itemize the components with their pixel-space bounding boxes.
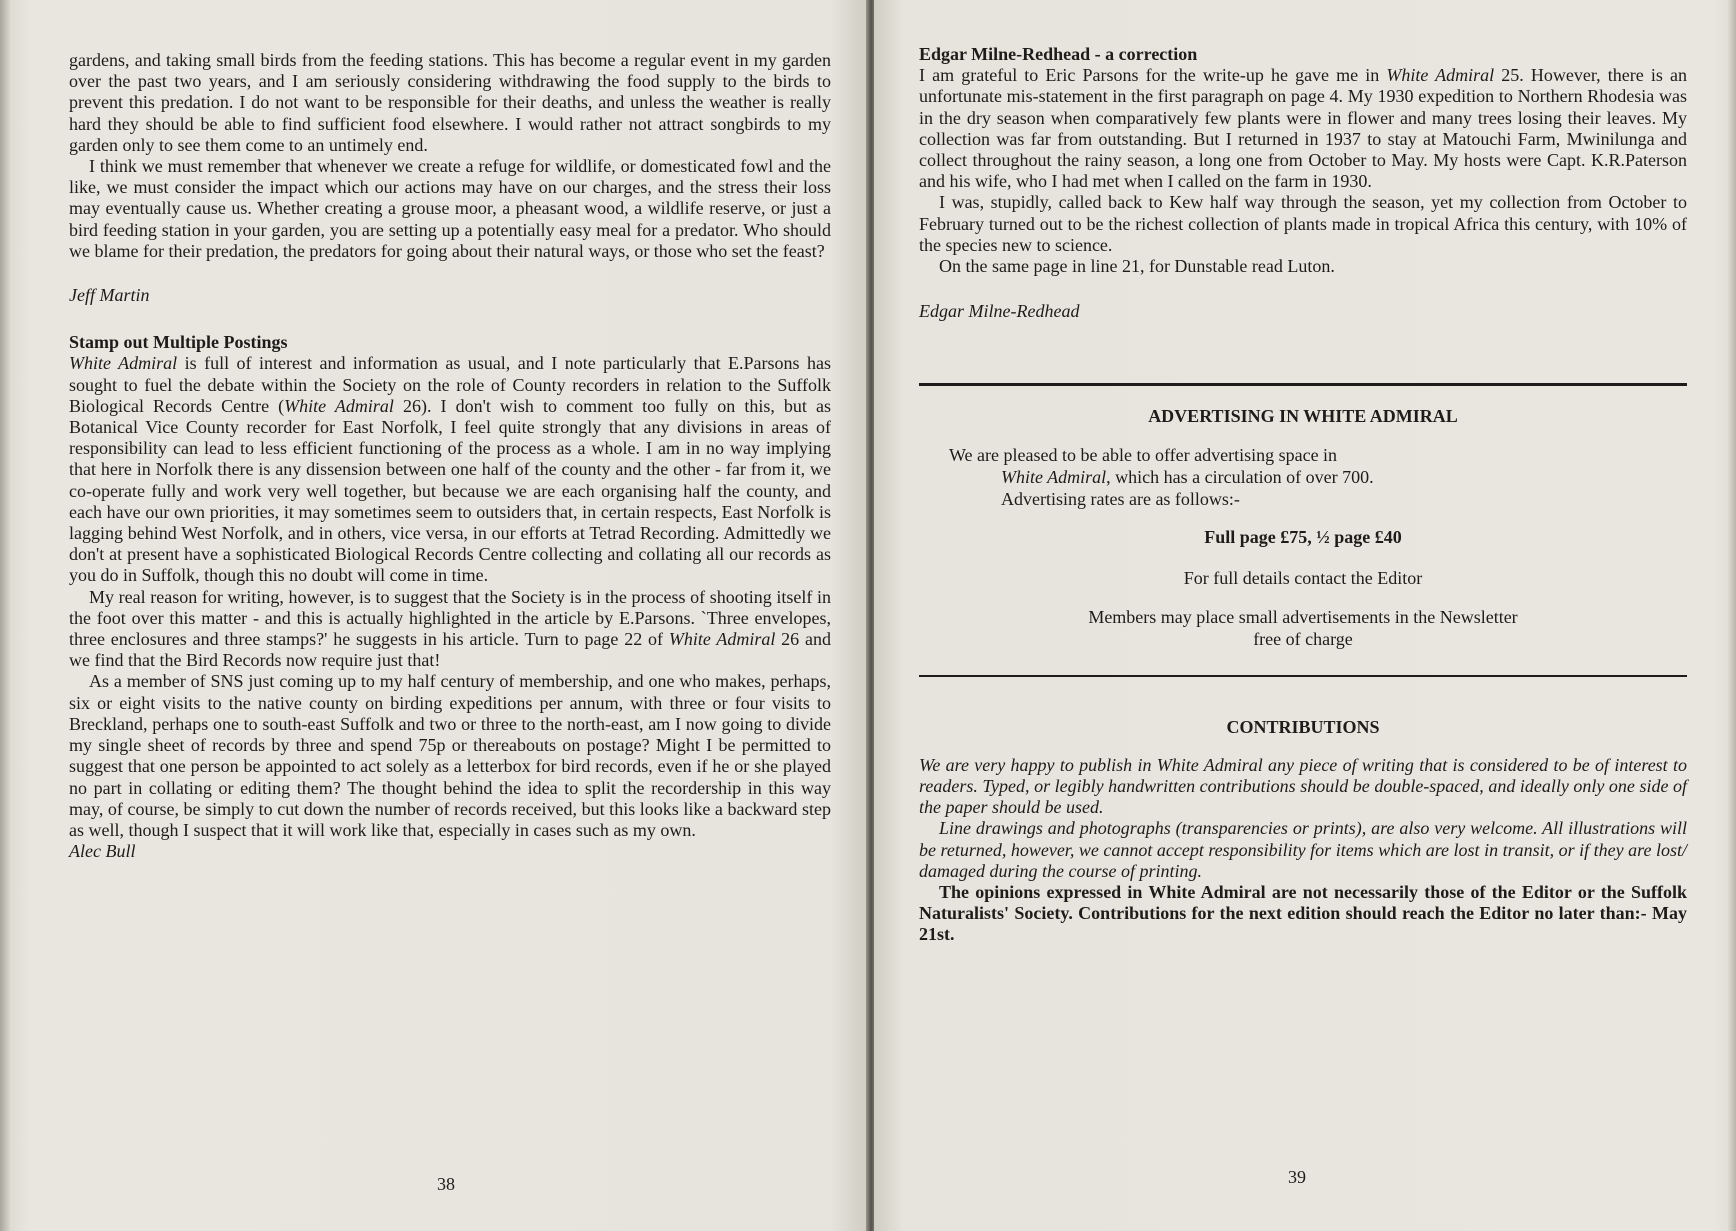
advert-circulation [919,466,1687,488]
stamp-paragraph-3: As a member of SNS just coming up to my half century of membership, and one who makes, perhaps, six or eight visits to the native county on birding expeditions per annum, with three or four visits to Breckland, perhaps one to south-east Suffolk and two or three to the north-east, am I now going to divide my single sheet of records by three and spend 75p or thereabouts on postage? Might I be permitted to suggest that one person be appointed to act solely as a letterbox for bird records, even if he or she played no part in collating or editing them? The thought behind the idea to split the recordership in this way may, of course, be simply to cut down the number of records received, but this looks like a backward step as well, though I suspect that it will work like that, especially in cases such as my own. [69,671,831,840]
contributions-title: CONTRIBUTIONS [1226,716,1380,737]
correction-paragraph-1 [919,65,1687,192]
signature-alec-bull: Alec Bull [69,841,136,862]
text-span: 26 and we find that the Bird Records now require just that! [69,629,831,671]
advert-members-line-1: Members may place small advertisements in the Newsletter [1088,606,1518,627]
page-number-left: 38 [437,1174,455,1194]
text-span: is full of interest and information as usual, and I note particularly that E.Parsons has sought to fuel the debate within the Society on the role of County recorders in relation to the Suffolk Biological Records Centre ( [69,353,831,416]
correction-paragraph-3: On the same page in line 21, for Dunstable read Luton. [939,256,1335,277]
contributions-paragraph-1: We are very happy to publish in White Admiral any piece of writing that is considered to be of interest to readers. Typed, or legibly handwritten contributions should be double-spaced, and ideally only one side of the paper should be used. [919,754,1687,818]
article-heading-stamp-out: Stamp out Multiple Postings [69,332,288,353]
intro-paragraph-1: gardens, and taking small birds from the feeding stations. This has become a regular event in my garden over the past two years, and I am seriously considering withdrawing the food supply to the birds to prevent this predation. I do not want to be responsible for their deaths, and unless the weather is really hard they should be able to find sufficient food elsewhere. I would rather not attract songbirds to my garden only to see them come to an untimely end. [69,50,831,155]
text-span: I am grateful to Eric Parsons for the write-up he gave me in [919,65,1387,86]
left-column [69,50,831,862]
advert-rates-intro: Advertising rates are as follows:- [1001,488,1240,509]
text-span: 25. However, there is an unfortunate mis-statement in the first paragraph on page 4. My 1930 expedition to Northern Rhodesia was in the dry season when comparatively few plants were in flower and many trees losing their leaves. My collection was far from outstanding. But I returned in 1937 to stay at Matouchi Farm, Mwinilunga and collect throughout the rainy season, a long one from October to May. My hosts were Capt. K.R.Paterson and his wife, who I had met when I called on the farm in 1930. [919,65,1687,192]
journal-title-ref: White Admiral [668,629,776,650]
text-span: , which has a circulation of over 700. [1106,466,1374,487]
contributions-paragraph-3: The opinions expressed in White Admiral are not necessarily those of the Editor or the Suffolk Naturalists' Society. Contributions for the next edition should reach the Editor no later than:- May 21st. [919,882,1687,945]
advert-members-line-2: free of charge [1253,628,1353,649]
journal-title-ref: White Admiral [69,353,178,374]
signature-edgar-milne-redhead: Edgar Milne-Redhead [919,301,1080,322]
left-page-edge [0,0,10,1231]
advert-intro: We are pleased to be able to offer advertising space in [949,444,1338,465]
signature-jeff-martin: Jeff Martin [69,285,150,306]
right-page-edge [1728,0,1736,1231]
page-number-right: 39 [1288,1167,1306,1187]
contributions-paragraph-2: Line drawings and photographs (transparencies or prints), are also very welcome. All illustrations will be returned, however, we cannot accept responsibility for items which are lost in transit, or if they are lost/ damaged during the course of printing. [919,818,1687,881]
intro-paragraph-2: I think we must remember that whenever we create a refuge for wildlife, or domesticated fowl and the like, we must consider the impact which our actions may have on our charges, and the stress their loss may eventually cause us. Whether creating a grouse moor, a pheasant wood, a wildlife reserve, or just a bird feeding station in your garden, you are setting up a potentially easy meal for a predator. Who should we blame for their predation, the predators for going about their natural ways, or those who set the feast? [69,156,831,261]
stamp-paragraph-1 [69,353,831,586]
right-page [874,0,1736,1231]
journal-title-ref: White Admiral [1001,466,1107,487]
stamp-paragraph-2 [69,587,831,672]
article-heading-correction: Edgar Milne-Redhead - a correction [919,44,1198,64]
advert-title: ADVERTISING IN WHITE ADMIRAL [1148,406,1458,427]
journal-title-ref: White Admiral [284,395,394,416]
advert-rates: Full page £75, ½ page £40 [1204,526,1402,547]
journal-title-ref: White Admiral [1386,65,1495,86]
text-span: My real reason for writing, however, is to suggest that the Society is in the process of shooting itself in the foot over this matter - and this is actually highlighted in the article by E.Parsons. `Three envelopes, three enclosures and three stamps?' he suggests in his article. Turn to page 22 of [69,586,831,650]
right-column [919,44,1687,946]
text-span: 26). I don't wish to comment too fully on this, but as Botanical Vice County recorder for East Norfolk, I feel quite strongly that any divisions in areas of responsibility can lead to less efficient functioning of the process as a whole. I am in no way implying that here in Norfolk there is any dissension between one half of the county and the other - far from it, we co-operate fully and work very well together, but because we are each organising half the county, and each have our own priorities, it may sometimes seem to outsiders that, in certain respects, East Norfolk is lagging behind West Norfolk, and in others, vice versa, in our efforts at Tetrad Recording. Admittedly we don't at present have a sophisticated Biological Records Centre collecting and collating all our records as you do in Suffolk, though this no doubt will come in time. [69,395,831,586]
advert-contact: For full details contact the Editor [1183,567,1423,588]
correction-paragraph-2: I was, stupidly, called back to Kew half way through the season, yet my collection from October to February turned out to be the richest collection of plants made in tropical Africa this century, with 10% of the species new to science. [919,192,1687,255]
